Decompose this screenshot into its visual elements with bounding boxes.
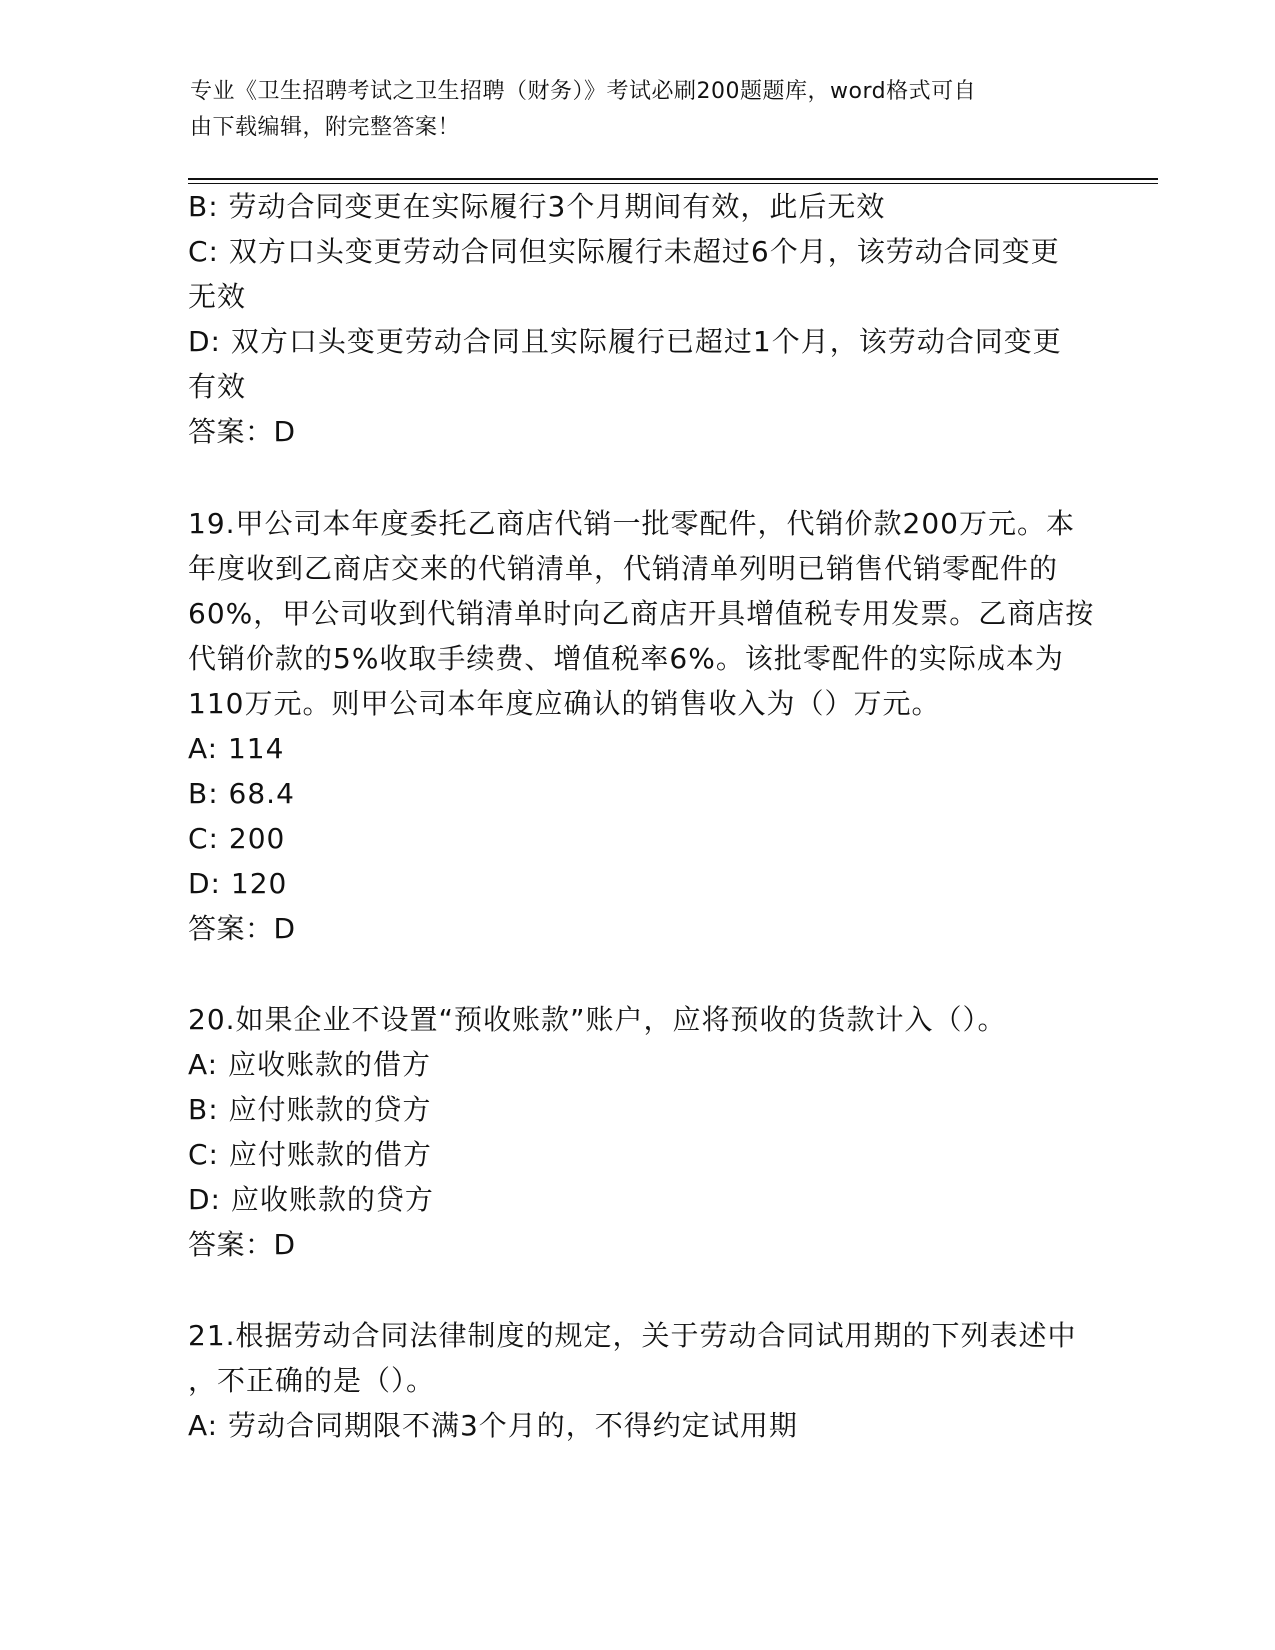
q18-option-d-line-2: 有效 xyxy=(188,370,247,403)
header-divider-bottom xyxy=(188,183,1158,184)
q20-option-c: C: 应付账款的借方 xyxy=(188,1138,432,1171)
q18-option-d-line-1: D: 双方口头变更劳动合同且实际履行已超过1个月，该劳动合同变更 xyxy=(188,325,1062,358)
q19-option-a: A: 114 xyxy=(188,732,285,765)
q19-stem-line-5: 110万元。则甲公司本年度应确认的销售收入为（）万元。 xyxy=(188,687,941,720)
q18-option-c-line-2: 无效 xyxy=(188,280,247,313)
q20-answer: 答案：D xyxy=(188,1228,296,1261)
q19-stem-line-1: 19.甲公司本年度委托乙商店代销一批零配件，代销价款200万元。本 xyxy=(188,507,1075,540)
q19-option-c: C: 200 xyxy=(188,822,286,855)
q18-option-c-line-1: C: 双方口头变更劳动合同但实际履行未超过6个月，该劳动合同变更 xyxy=(188,235,1060,268)
q21-option-a: A: 劳动合同期限不满3个月的，不得约定试用期 xyxy=(188,1409,798,1442)
q21-stem-line-1: 21.根据劳动合同法律制度的规定，关于劳动合同试用期的下列表述中 xyxy=(188,1319,1077,1352)
header-text-line-2: 由下载编辑，附完整答案！ xyxy=(190,115,461,140)
q19-stem-line-2: 年度收到乙商店交来的代销清单，代销清单列明已销售代销零配件的 xyxy=(188,552,1059,585)
q20-option-d: D: 应收账款的贷方 xyxy=(188,1183,434,1216)
q18-option-b: B: 劳动合同变更在实际履行3个月期间有效，此后无效 xyxy=(188,190,886,223)
q19-answer: 答案：D xyxy=(188,912,296,945)
q20-stem: 20.如果企业不设置“预收账款”账户，应将预收的货款计入（）。 xyxy=(188,1003,1007,1036)
header-divider-top xyxy=(188,178,1158,180)
q18-answer: 答案：D xyxy=(188,415,296,448)
q19-option-d: D: 120 xyxy=(188,867,288,900)
page-header xyxy=(190,74,1090,146)
q21-stem-line-2: ，不正确的是（）。 xyxy=(188,1364,436,1397)
header-text-line-1: 专业《卫生招聘考试之卫生招聘（财务）》考试必刷200题题库，word格式可自 xyxy=(190,79,977,104)
q20-option-b: B: 应付账款的贷方 xyxy=(188,1093,432,1126)
q19-stem-line-3: 60%，甲公司收到代销清单时向乙商店开具增值税专用发票。乙商店按 xyxy=(188,597,1095,630)
q19-option-b: B: 68.4 xyxy=(188,777,295,810)
q19-stem-line-4: 代销价款的5%收取手续费、增值税率6%。该批零配件的实际成本为 xyxy=(188,642,1064,675)
q20-option-a: A: 应收账款的借方 xyxy=(188,1048,431,1081)
